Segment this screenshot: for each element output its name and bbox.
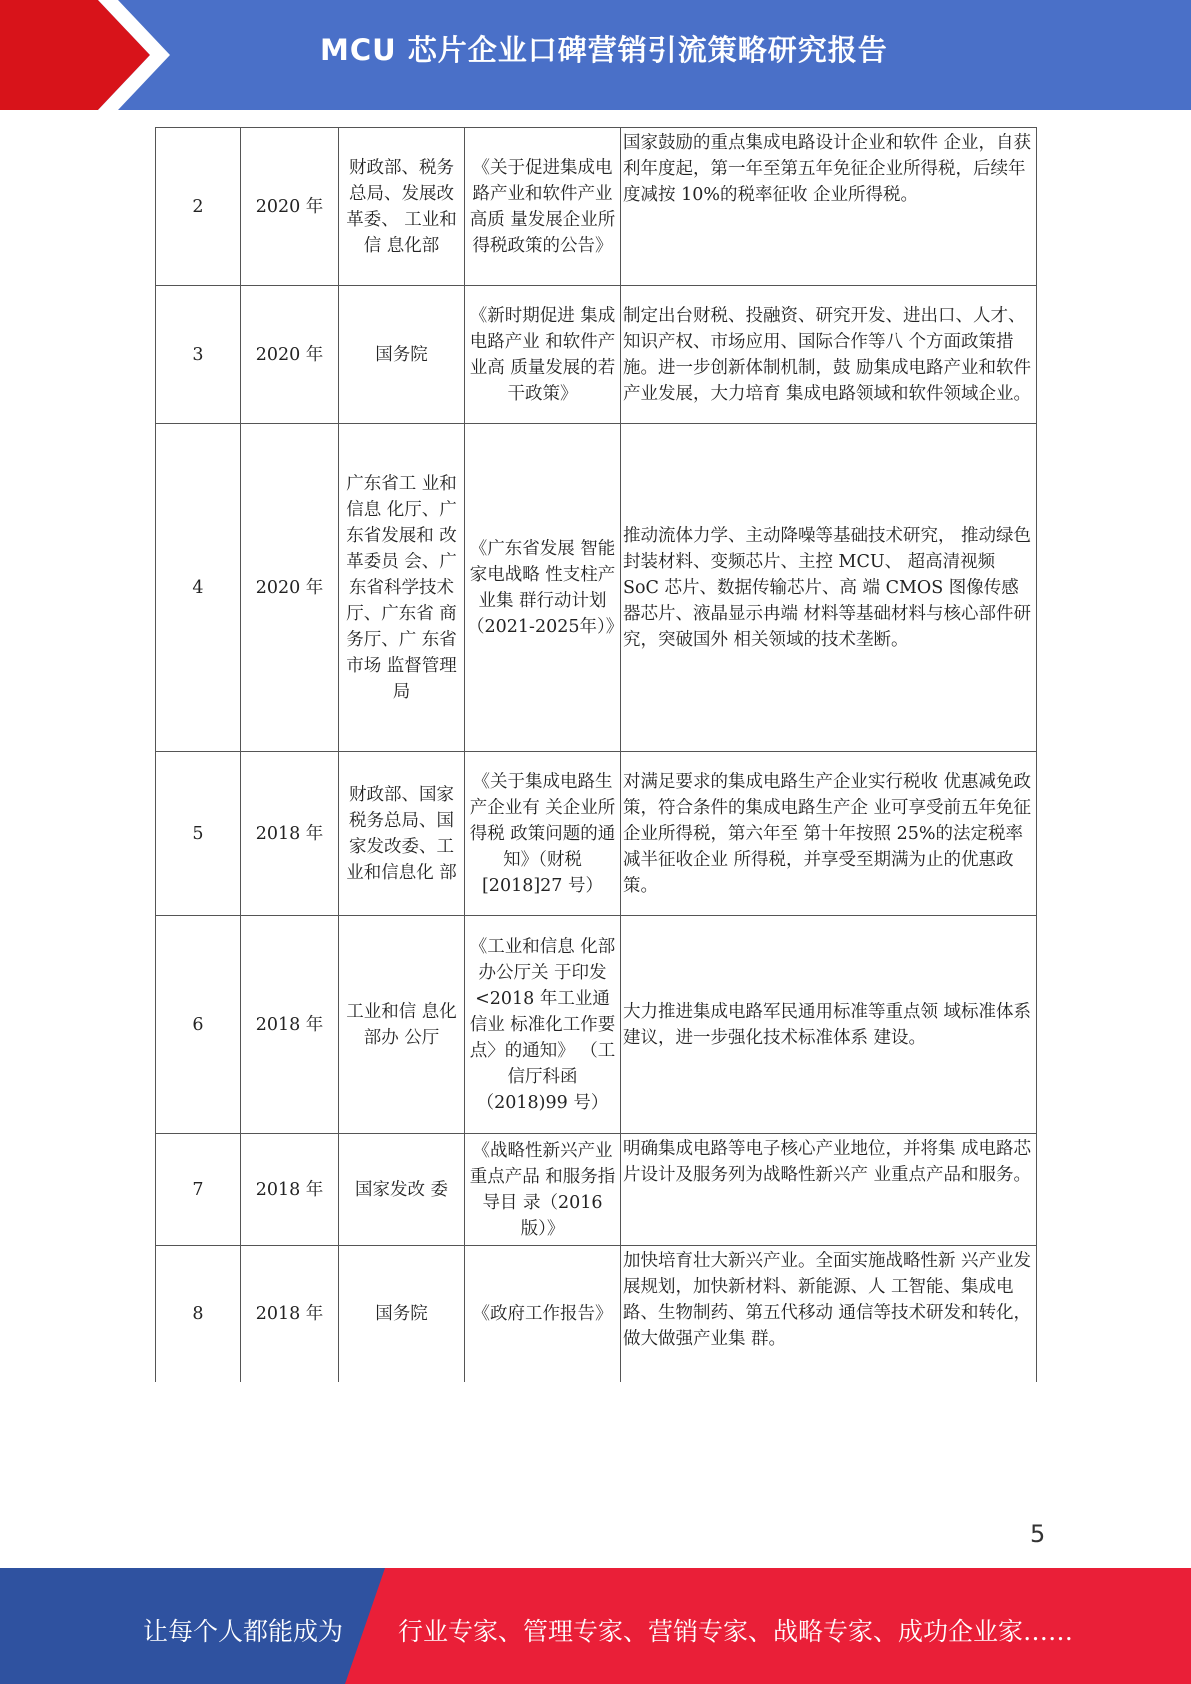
table-row: [156, 286, 1037, 424]
row-department: 国务院: [339, 286, 465, 424]
row-year: 2018 年: [241, 916, 339, 1134]
table-row: [156, 1134, 1037, 1246]
policy-table: [155, 127, 1037, 1382]
row-number: 8: [156, 1246, 241, 1382]
report-title: MCU 芯片企业口碑营销引流策略研究报告: [320, 33, 888, 67]
row-policy-content: 推动流体力学、主动降噪等基础技术研究， 推动绿色封装材料、变频芯片、主控 MCU、 超高清视频 SoC 芯片、数据传输芯片、高 端 CMOS 图像传感器芯片、液晶显示冉端 材料等基础材料与核心部件研究，突破国外 相关领域的技术垄断。: [621, 424, 1037, 752]
row-policy-content: 加快培育壮大新兴产业。全面实施战略性新 兴产业发展规划，加快新材料、新能源、人 工智能、集成电路、生物制药、第五代移动 通信等技术研发和转化，做大做强产业集 群。: [621, 1246, 1037, 1382]
row-policy-title: 《政府工作报告》: [465, 1246, 621, 1382]
footer-slogan-left: 让每个人都能成为: [143, 1617, 344, 1646]
header-banner: [0, 0, 1191, 110]
table-row: [156, 916, 1037, 1134]
row-year: 2018 年: [241, 1246, 339, 1382]
row-policy-title: 《新时期促进 集成电路产业 和软件产业高 质量发展的若 干政策》: [465, 286, 621, 424]
row-number: 3: [156, 286, 241, 424]
table-row: [156, 128, 1037, 286]
row-number: 7: [156, 1134, 241, 1246]
row-policy-content: 明确集成电路等电子核心产业地位，并将集 成电路芯片设计及服务列为战略性新兴产 业重点产品和服务。: [621, 1134, 1037, 1246]
row-number: 6: [156, 916, 241, 1134]
row-policy-content: 对满足要求的集成电路生产企业实行税收 优惠减免政策，符合条件的集成电路生产企 业可享受前五年免征企业所得税，第六年至 第十年按照 25%的法定税率减半征收企业 所得税，并享受至期满为止的优惠政策。: [621, 752, 1037, 916]
row-number: 2: [156, 128, 241, 286]
row-department: 财政部、国家税务总局、国家发改委、工业和信息化 部: [339, 752, 465, 916]
row-year: 2018 年: [241, 1134, 339, 1246]
row-policy-content: 大力推进集成电路军民通用标准等重点领 域标准体系建议，进一步强化技术标准体系 建设。: [621, 916, 1037, 1134]
row-policy-title: 《关于促进集成电路产业和软件产业高质 量发展企业所 得税政策的公告》: [465, 128, 621, 286]
page-number: 5: [1030, 1520, 1046, 1548]
table-row: [156, 424, 1037, 752]
row-policy-content: 制定出台财税、投融资、研究开发、进出口、人才、知识产权、市场应用、国际合作等八 个方面政策措施。进一步创新体制机制，鼓 励集成电路产业和软件产业发展，大力培育 集成电路领域和软件领域企业。: [621, 286, 1037, 424]
row-year: 2018 年: [241, 752, 339, 916]
row-policy-title: 《广东省发展 智能家电战略 性支柱产业集 群行动计划（2021-2025年）》: [465, 424, 621, 752]
row-number: 4: [156, 424, 241, 752]
table-row: [156, 752, 1037, 916]
row-year: 2020 年: [241, 424, 339, 752]
row-year: 2020 年: [241, 128, 339, 286]
row-policy-title: 《战略性新兴产业重点产品 和服务指导目 录（2016 版）》: [465, 1134, 621, 1246]
row-department: 工业和信 息化部办 公厅: [339, 916, 465, 1134]
table-row: [156, 1246, 1037, 1382]
row-number: 5: [156, 752, 241, 916]
row-policy-content: 国家鼓励的重点集成电路设计企业和软件 企业，自获利年度起，第一年至第五年免征企业所得税，后续年度减按 10%的税率征收 企业所得税。: [621, 128, 1037, 286]
footer-slogan-right: 行业专家、管理专家、营销专家、战略专家、成功企业家……: [398, 1617, 1074, 1646]
row-department: 财政部、税务总局、发展改革委、 工业和信 息化部: [339, 128, 465, 286]
row-department: 国务院: [339, 1246, 465, 1382]
row-policy-title: 《关于集成电路生产企业有 关企业所得税 政策问题的通 知》（财税[2018]27 号）: [465, 752, 621, 916]
row-policy-title: 《工业和信息 化部办公厅关 于印发<2018 年工业通信业 标准化工作要 点〉的通知》 （工信厅科函 （2018)99 号）: [465, 916, 621, 1134]
row-department: 广东省工 业和信息 化厅、广东省发展和 改革委员 会、广东省科学技术 厅、广东省 商务厅、广 东省市场 监督管理 局: [339, 424, 465, 752]
row-year: 2020 年: [241, 286, 339, 424]
row-department: 国家发改 委: [339, 1134, 465, 1246]
